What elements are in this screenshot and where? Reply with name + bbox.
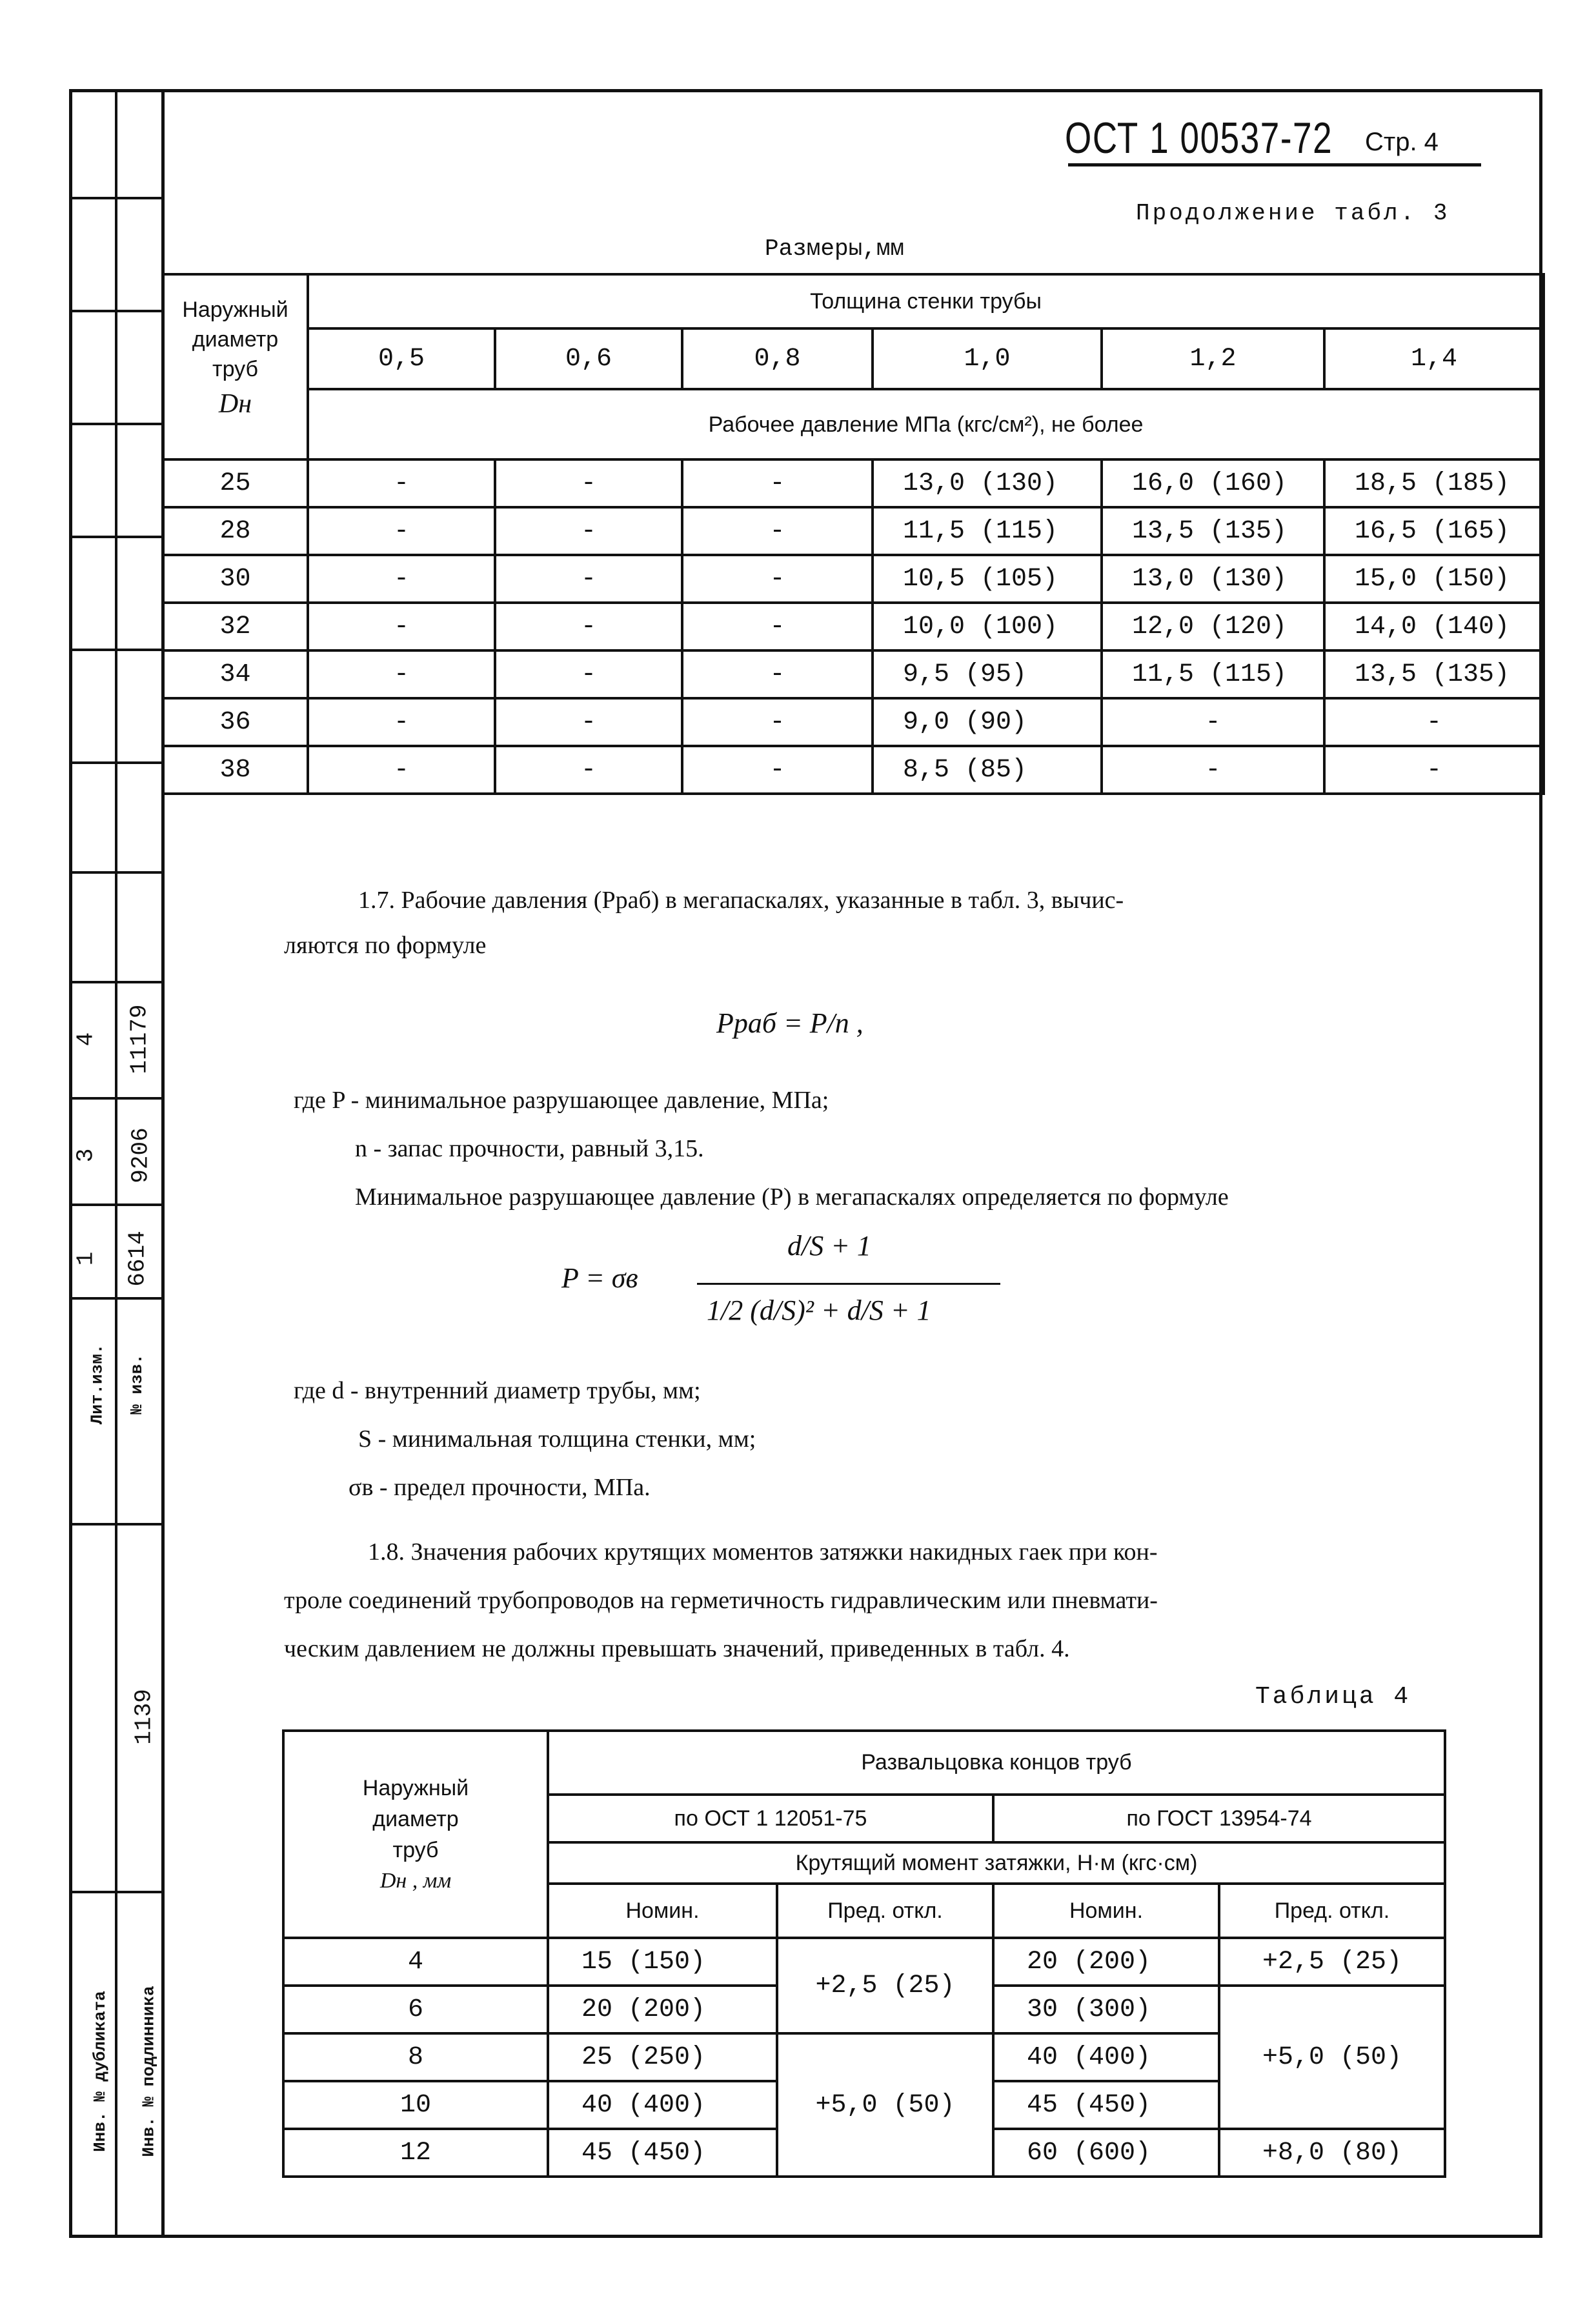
nom-header: Номин. — [548, 1884, 777, 1938]
t4-nom1: 20 (200) — [548, 1986, 777, 2033]
pressure-cell: 18,5 (185) — [1324, 459, 1544, 507]
pressure-cell: - — [682, 555, 873, 603]
margin-sep — [69, 423, 161, 425]
t4-diameter: 10 — [283, 2081, 548, 2129]
pressure-cell: 15,0 (150) — [1324, 555, 1544, 603]
pressure-cell: - — [495, 603, 682, 650]
pressure-cell: - — [495, 507, 682, 555]
pressure-cell: - — [495, 746, 682, 794]
t4-diameter-header: Наружный диаметр труб Dн , мм — [283, 1731, 548, 1938]
pressure-cell: 16,5 (165) — [1324, 507, 1544, 555]
t4-tol1: +5,0 (50) — [777, 2033, 993, 2177]
pressure-cell: - — [682, 603, 873, 650]
no-izv-label: № изв. — [126, 1354, 146, 1415]
pressure-cell: - — [682, 650, 873, 698]
pressure-cell: 13,0 (130) — [873, 459, 1102, 507]
table4-label: Таблица 4 — [1255, 1683, 1411, 1711]
diameter-cell: 25 — [163, 459, 308, 507]
margin-cell: 6614 — [124, 1231, 151, 1287]
t4-tol2: +5,0 (50) — [1219, 1986, 1445, 2129]
pressure-cell: - — [682, 459, 873, 507]
pressure-row — [163, 603, 1544, 650]
inv-podl-label: Инв. № подлинника — [139, 1986, 159, 2157]
page-number: Стр. 4 — [1365, 128, 1439, 156]
sizes-label: Размеры,мм — [765, 236, 905, 262]
pressure-cell: - — [308, 698, 495, 746]
pressure-header: Рабочее давление МПа (кгс/см²), не более — [308, 389, 1544, 459]
pressure-cell: 9,0 (90) — [873, 698, 1102, 746]
pressure-row — [163, 507, 1544, 555]
where-p: где P - минимальное разрушающее давление, МПа; — [294, 1087, 829, 1114]
pressure-cell: 11,5 (115) — [873, 507, 1102, 555]
where-n: n - запас прочности, равный 3,15. — [355, 1135, 704, 1162]
moment-header: Крутящий момент затяжки, Н·м (кгс·см) — [548, 1842, 1445, 1884]
diameter-cell: 34 — [163, 650, 308, 698]
margin-sep — [69, 536, 161, 538]
pressure-cell: - — [682, 507, 873, 555]
continuation-label: Продолжение табл. 3 — [1136, 200, 1450, 227]
t4-tol1: +2,5 (25) — [777, 1938, 993, 2033]
min-pressure-text: Минимальное разрушающее давление (P) в мегапаскалях определяется по формуле — [355, 1183, 1229, 1211]
pressure-row — [163, 650, 1544, 698]
margin-sep — [69, 310, 161, 312]
thickness-cell: 1,0 — [873, 328, 1102, 389]
margin-sep — [69, 1203, 161, 1206]
margin-sep — [69, 871, 161, 874]
pressure-cell: 16,0 (160) — [1102, 459, 1324, 507]
t4-nom2: 20 (200) — [993, 1938, 1219, 1986]
std1-header: по ОСТ 1 12051-75 — [548, 1795, 993, 1842]
formula-p-lhs: P = σв — [561, 1262, 638, 1294]
pressure-cell: 9,5 (95) — [873, 650, 1102, 698]
document-code-underline — [1068, 163, 1481, 166]
t4-nom2: 30 (300) — [993, 1986, 1219, 2033]
diameter-cell: 36 — [163, 698, 308, 746]
thickness-cell: 1,4 — [1324, 328, 1544, 389]
pressure-row — [163, 698, 1544, 746]
pressure-cell: - — [682, 698, 873, 746]
tol-header: Пред. откл. — [1219, 1884, 1445, 1938]
t4-nom1: 45 (450) — [548, 2129, 777, 2177]
margin-sep — [69, 1891, 161, 1893]
std2-header: по ГОСТ 13954-74 — [993, 1795, 1445, 1842]
margin-cell: 9206 — [127, 1127, 154, 1183]
pressure-table — [161, 273, 1545, 795]
formula-p-denominator: 1/2 (d/S)² + d/S + 1 — [707, 1294, 931, 1326]
inv-number: 1139 — [130, 1689, 157, 1745]
formula-p-numerator: d/S + 1 — [787, 1230, 871, 1262]
pressure-cell: - — [495, 459, 682, 507]
pressure-cell: 10,0 (100) — [873, 603, 1102, 650]
pressure-cell: - — [308, 459, 495, 507]
pressure-cell: - — [308, 555, 495, 603]
where-sigma: σв - предел прочности, МПа. — [348, 1474, 651, 1501]
t4-nom2: 45 (450) — [993, 2081, 1219, 2129]
t4-tol2: +2,5 (25) — [1219, 1938, 1445, 1986]
paragraph-1-8-line3: ческим давлением не должны превышать значений, приведенных в табл. 4. — [284, 1635, 1070, 1662]
margin-cell: 3 — [72, 1148, 99, 1163]
document-code: ОСТ 1 00537-72 — [1065, 114, 1333, 163]
where-s: S - минимальная толщина стенки, мм; — [358, 1425, 756, 1453]
pressure-cell: - — [1102, 698, 1324, 746]
pressure-cell: - — [308, 507, 495, 555]
t4-tol2: +8,0 (80) — [1219, 2129, 1445, 2177]
margin-divider — [115, 89, 117, 2238]
margin-sep — [69, 1297, 161, 1300]
pressure-cell: - — [495, 555, 682, 603]
pressure-cell: - — [308, 603, 495, 650]
thickness-cell: 0,6 — [495, 328, 682, 389]
margin-sep — [69, 649, 161, 651]
pressure-row — [163, 746, 1544, 794]
diameter-header: Наружный диаметр труб Dн — [163, 274, 308, 459]
t4-diameter: 6 — [283, 1986, 548, 2033]
pressure-cell: 11,5 (115) — [1102, 650, 1324, 698]
pressure-cell: - — [1102, 746, 1324, 794]
pressure-cell: 13,5 (135) — [1324, 650, 1544, 698]
t4-nom1: 25 (250) — [548, 2033, 777, 2081]
t4-nom1: 15 (150) — [548, 1938, 777, 1986]
t4-diameter: 8 — [283, 2033, 548, 2081]
pressure-cell: - — [495, 698, 682, 746]
pressure-row — [163, 459, 1544, 507]
margin-sep — [69, 197, 161, 199]
margin-cell: 11179 — [126, 1004, 153, 1074]
pressure-cell: - — [1324, 746, 1544, 794]
pressure-cell: - — [682, 746, 873, 794]
margin-sep — [69, 981, 161, 983]
pressure-cell: 13,0 (130) — [1102, 555, 1324, 603]
t4-nom2: 60 (600) — [993, 2129, 1219, 2177]
pressure-cell: - — [308, 746, 495, 794]
diameter-cell: 38 — [163, 746, 308, 794]
pressure-row — [163, 555, 1544, 603]
pressure-cell: - — [308, 650, 495, 698]
pressure-cell: - — [495, 650, 682, 698]
wall-thickness-header: Толщина стенки трубы — [308, 274, 1544, 328]
diameter-cell: 28 — [163, 507, 308, 555]
paragraph-1-8-line2: троле соединений трубопроводов на герметичность гидравлическим или пневмати- — [284, 1587, 1158, 1614]
fraction-bar — [697, 1283, 1000, 1285]
t4-nom2: 40 (400) — [993, 2033, 1219, 2081]
t4-diameter: 12 — [283, 2129, 548, 2177]
torque-table — [282, 1729, 1446, 2178]
flaring-header: Развальцовка концов труб — [548, 1731, 1445, 1795]
margin-sep — [69, 1097, 161, 1100]
thickness-cell: 1,2 — [1102, 328, 1324, 389]
margin-cell: 1 — [72, 1251, 99, 1266]
paragraph-1-8-line1: 1.8. Значения рабочих крутящих моментов затяжки накидных гаек при кон- — [368, 1538, 1158, 1566]
tol-header: Пред. откл. — [777, 1884, 993, 1938]
pressure-cell: 13,5 (135) — [1102, 507, 1324, 555]
thickness-cell: 0,5 — [308, 328, 495, 389]
pressure-cell: - — [1324, 698, 1544, 746]
paragraph-1-7-line1: 1.7. Рабочие давления (Pраб) в мегапаскалях, указанные в табл. 3, вычис- — [358, 887, 1124, 914]
margin-sep — [69, 1523, 161, 1526]
paragraph-1-7-line2: ляются по формуле — [284, 932, 487, 959]
nom-header: Номин. — [993, 1884, 1219, 1938]
diameter-cell: 32 — [163, 603, 308, 650]
where-d: где d - внутренний диаметр трубы, мм; — [294, 1377, 701, 1404]
inv-dubl-label: Инв. № дубликата — [90, 1991, 110, 2152]
formula-p-rab: Pраб = P/n , — [716, 1007, 864, 1039]
pressure-cell: 10,5 (105) — [873, 555, 1102, 603]
lit-izm-label: Лит.изм. — [87, 1344, 107, 1425]
diameter-cell: 30 — [163, 555, 308, 603]
pressure-cell: 14,0 (140) — [1324, 603, 1544, 650]
thickness-cell: 0,8 — [682, 328, 873, 389]
margin-sep — [69, 761, 161, 764]
pressure-cell: 12,0 (120) — [1102, 603, 1324, 650]
t4-nom1: 40 (400) — [548, 2081, 777, 2129]
pressure-cell: 8,5 (85) — [873, 746, 1102, 794]
t4-diameter: 4 — [283, 1938, 548, 1986]
margin-cell: 4 — [72, 1032, 99, 1047]
